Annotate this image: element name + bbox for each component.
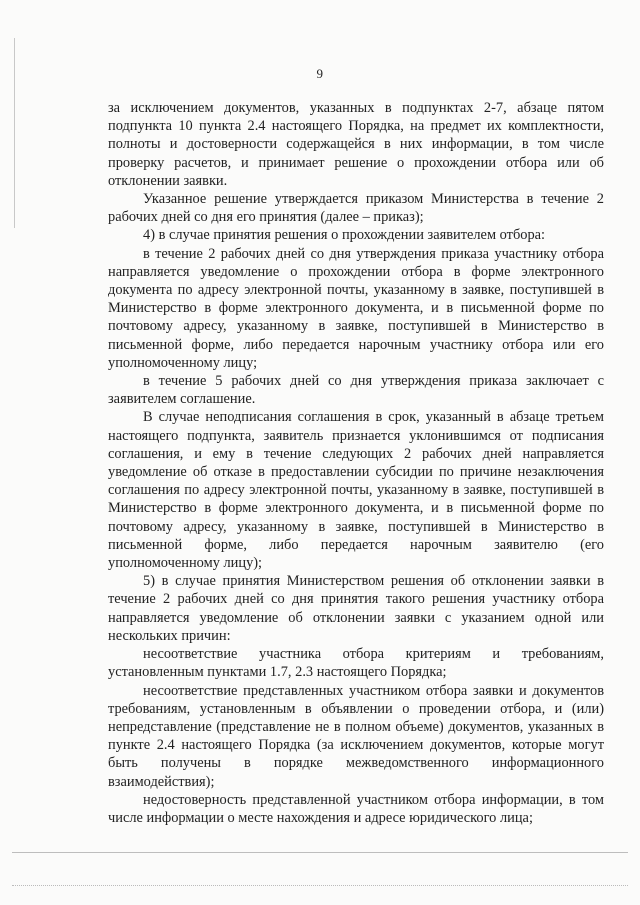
scan-bottom-noise <box>12 885 628 887</box>
paragraph: в течение 2 рабочих дней со дня утверждения приказа участнику отбора направляется уведомление о прохождении отбора в форме электронного документа по адресу электронной почты, указанному в заявке, поступившей в Министерство в форме электронного документа, и в письменной форме по почтовому адресу, указанному в заявке, поступившей в Министерство в письменной форме, либо передается нарочным участнику отбора или его уполномоченному лицу; <box>108 245 604 371</box>
page-number: 9 <box>316 66 324 81</box>
paragraph: за исключением документов, указанных в подпунктах 2-7, абзаце пятом подпункта 10 пункта 2.4 настоящего Порядка, на предмет их комплектности, полноты и достоверности содержащейся в них информации, в том числе проверку расчетов, и принимает решение о прохождении отбора или об отклонении заявки. <box>108 100 604 189</box>
document-body <box>108 99 604 827</box>
paragraph: несоответствие участника отбора критериям и требованиям, установленным пунктами 1.7, 2.3 настоящего Порядка; <box>108 646 604 681</box>
paragraph: 5) в случае принятия Министерством решения об отклонении заявки в течение 2 рабочих дней со дня принятия такого решения участнику отбора направляется уведомление об отклонении заявки с указанием одной или нескольких причин: <box>108 573 604 644</box>
paragraph: Указанное решение утверждается приказом Министерства в течение 2 рабочих дней со дня его принятия (далее – приказ); <box>108 191 604 226</box>
paragraph: недостоверность представленной участником отбора информации, в том числе информации о месте нахождения и адресе юридического лица; <box>108 791 604 826</box>
footer-rule <box>12 852 628 853</box>
paragraph: несоответствие представленных участником отбора заявки и документов требованиям, установленным в объявлении о проведении отбора, и (или) непредставление (представление не в полном объеме) документов, указанных в пункте 2.4 настоящего Порядка (за исключением документов, которые могут быть получены в порядке межведомственного информационного взаимодействия); <box>108 682 604 790</box>
paragraph: в течение 5 рабочих дней со дня утверждения приказа заключает с заявителем соглашение. <box>108 373 604 408</box>
paragraph: В случае неподписания соглашения в срок, указанный в абзаце третьем настоящего подпункта, заявитель признается уклонившимся от подписания соглашения, и ему в течение следующих 2 рабочих дней направляется уведомление об отказе в предоставлении субсидии по причине незаключения соглашения по адресу электронной почты, указанному в заявке, поступившей в Министерство в форме электронного документа, и в письменной форме по почтовому адресу, указанному в заявке, поступившей в Министерство в письменной форме, либо передается нарочным заявителю (его уполномоченному лицу); <box>108 409 604 572</box>
paragraph: 4) в случае принятия решения о прохождении заявителем отбора: <box>143 227 546 244</box>
